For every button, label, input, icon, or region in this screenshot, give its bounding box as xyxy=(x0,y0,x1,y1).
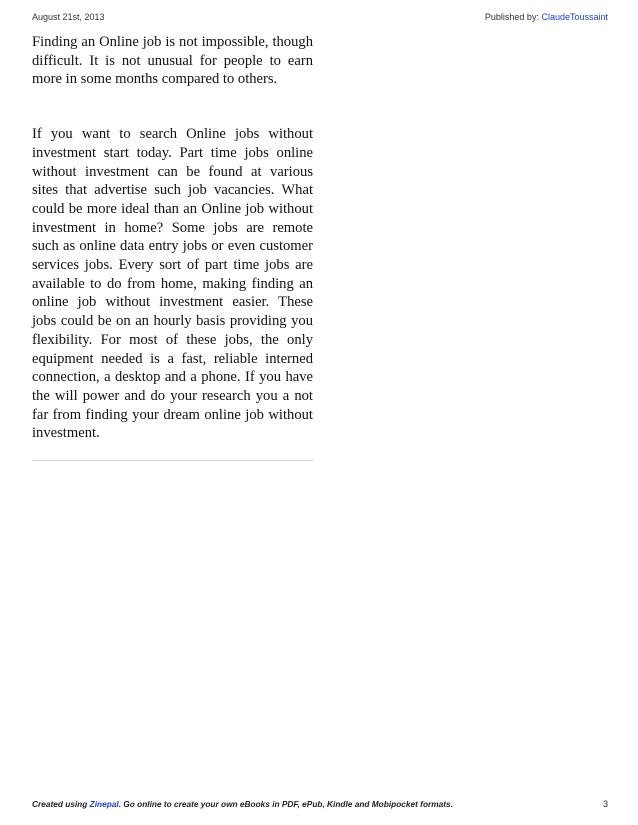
header-date: August 21st, 2013 xyxy=(32,12,105,22)
footer-created-suffix: . Go online to create your own eBooks in PDF, ePub, Kindle and Mobipocket formats. xyxy=(118,799,453,809)
author-link[interactable]: ClaudeToussaint xyxy=(541,12,608,22)
article-paragraph-1: Finding an Online job is not impossible, though difficult. It is not unusual for people to earn more in some months compared to others. xyxy=(32,34,313,88)
footer-credit xyxy=(32,799,453,809)
published-by-label: Published by: xyxy=(484,12,542,22)
article-body xyxy=(32,33,313,443)
header-published-by xyxy=(485,12,608,22)
zinepal-link[interactable]: Zinepal xyxy=(89,799,119,809)
article-paragraph-2: If you want to search Online jobs without investment start today. Part time jobs online without investment can be found at various sites that advertise such job vacancies. What could be more ideal than an Online job without investment in home? Some jobs are remote such as online data entry jobs or even customer services jobs. Every sort of part time jobs are available to do from home, making finding an online job without investment easier. These jobs could be on an hourly basis providing you flexibility. For most of these jobs, the only equipment needed is a fast, reliable interned connection, a desktop and a phone. If you have the will power and do your research you a not far from finding your dream online job without investment. xyxy=(32,126,313,442)
section-divider xyxy=(32,460,313,461)
page-number: 3 xyxy=(602,799,608,809)
footer-created-prefix: Created using xyxy=(32,799,90,809)
